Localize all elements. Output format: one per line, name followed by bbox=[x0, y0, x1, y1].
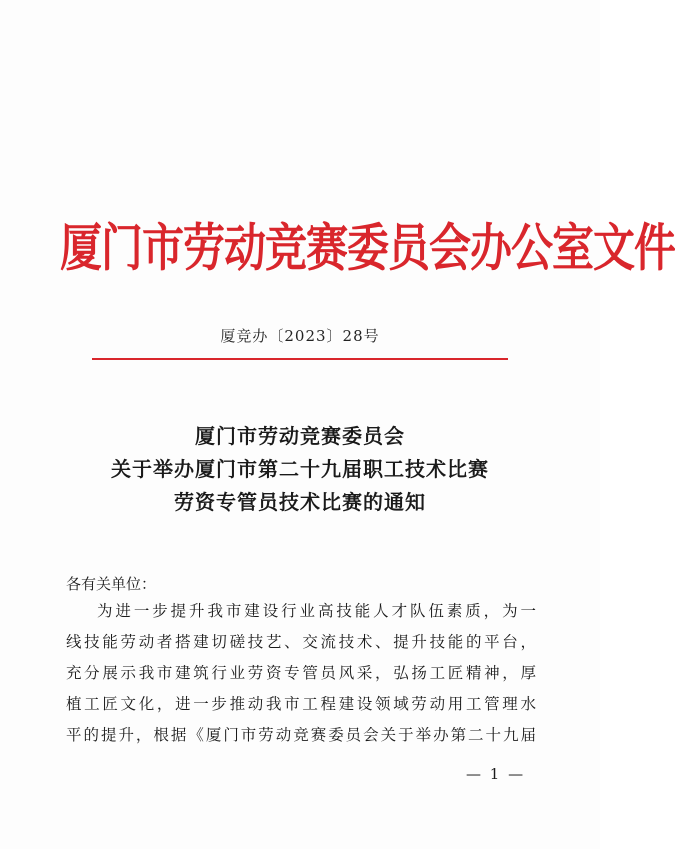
body-line: 植工匠文化，进一步推动我市工程建设领域劳动用工管理水 bbox=[66, 695, 536, 713]
body-line: 充分展示我市建筑行业劳资专管员风采，弘扬工匠精神，厚 bbox=[66, 664, 536, 682]
notice-title-line: 关于举办厦门市第二十九届职工技术比赛 bbox=[111, 457, 489, 481]
body-paragraph bbox=[66, 596, 536, 751]
body-line: 线技能劳动者搭建切磋技艺、交流技术、提升技能的平台， bbox=[66, 633, 536, 651]
notice-title-line: 劳资专管员技术比赛的通知 bbox=[174, 490, 426, 514]
body-line: 平的提升，根据《厦门市劳动竞赛委员会关于举办第二十九届 bbox=[66, 726, 536, 744]
document-header-title: 厦门市劳动竞赛委员会办公室文件 bbox=[60, 217, 675, 278]
document-number: 厦竞办〔2023〕28号 bbox=[220, 327, 380, 345]
page-number: — 1 — bbox=[466, 765, 526, 783]
notice-title bbox=[0, 420, 600, 519]
body-line: 为进一步提升我市建设行业高技能人才队伍素质，为一 bbox=[97, 602, 536, 620]
notice-title-line: 厦门市劳动竞赛委员会 bbox=[195, 424, 405, 448]
header-divider bbox=[92, 358, 508, 360]
salutation: 各有关单位： bbox=[66, 575, 157, 593]
